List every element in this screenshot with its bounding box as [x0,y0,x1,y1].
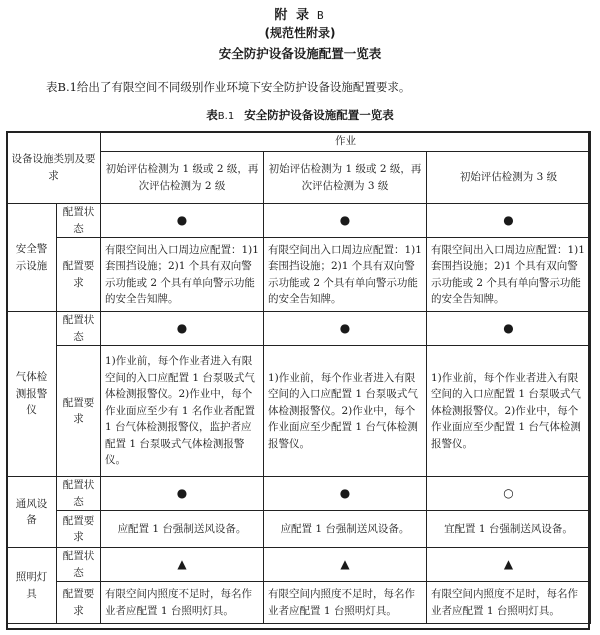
requirement-label: 配置要求 [57,346,101,477]
status-filled-circle-icon: ● [264,477,427,511]
annex-heading [0,4,600,23]
table-row [7,511,591,548]
status-label: 配置状态 [57,548,101,582]
requirement-label: 配置要求 [57,582,101,624]
annex-letter: B [316,9,326,22]
requirement-label: 配置要求 [57,511,101,548]
requirement-text: 应配置 1 台强制送风设备。 [264,511,427,548]
status-filled-circle-icon: ● [101,312,264,346]
header-level-1: 初始评估检测为 1 级或 2 级，再次评估检测为 2 级 [101,152,264,204]
header-level-3: 初始评估检测为 3 级 [427,152,591,204]
status-label: 配置状态 [57,477,101,511]
status-filled-circle-icon: ● [264,204,427,238]
requirement-text: 1)作业前，每个作业者进入有限空间的入口应配置 1 台泵吸式气体检测报警仪。2)作业中，每个作业面应至少配置 1 台气体检测报警仪。 [427,346,591,477]
table-row [7,548,591,582]
table-caption-title: 安全防护设备设施配置一览表 [244,108,394,122]
status-filled-circle-icon: ● [427,312,591,346]
table-row [7,346,591,477]
table-row [7,477,591,511]
table-row [7,238,591,312]
status-label: 配置状态 [57,204,101,238]
table-row [7,204,591,238]
table-row [7,312,591,346]
table-caption-prefix: 表 [206,108,218,122]
status-filled-circle-icon: ● [101,204,264,238]
table-row [7,582,591,624]
table-caption [0,107,600,123]
annex-title: 安全防护设备设施配置一览表 [218,46,382,61]
requirement-label: 配置要求 [57,238,101,312]
requirement-text: 有限空间内照度不足时，每名作业者应配置 1 台照明灯具。 [264,582,427,624]
requirement-text: 1)作业前，每个作业者进入有限空间的入口应配置 1 台泵吸式气体检测报警仪。2)作业中，每个作业面应至少有 1 名作业者配置 1 台气体检测报警仪，监护者应配置 1 台泵吸式气体检测报警仪。 [101,346,264,477]
requirement-text: 1)作业前，每个作业者进入有限空间的入口应配置 1 台泵吸式气体检测报警仪。2)作业中，每个作业面应至少配置 1 台气体检测报警仪。 [264,346,427,477]
normative-label: (规范性附录) [264,26,336,40]
category-name: 通风设备 [7,477,57,548]
status-filled-circle-icon: ● [101,477,264,511]
header-level-2: 初始评估检测为 1 级或 2 级，再次评估检测为 3 级 [264,152,427,204]
requirement-text: 应配置 1 台强制送风设备。 [101,511,264,548]
requirement-text: 有限空间内照度不足时，每名作业者应配置 1 台照明灯具。 [101,582,264,624]
category-name: 照明灯具 [7,548,57,624]
requirement-text: 有限空间出入口周边应配置：1)1 套围挡设施；2)1 个具有双向警示功能或 2 个具有单向警示功能的安全告知牌。 [101,238,264,312]
status-triangle-icon: ▲ [427,548,591,582]
intro-paragraph: 表B.1给出了有限空间不同级别作业环境下安全防护设备设施配置要求。 [46,80,411,94]
category-name: 安全警示设施 [7,204,57,312]
category-name: 气体检测报警仪 [7,312,57,477]
requirement-text: 有限空间出入口周边应配置：1)1 套围挡设施；2)1 个具有双向警示功能或 2 个具有单向警示功能的安全告知牌。 [264,238,427,312]
header-work: 作业 [101,132,591,152]
status-filled-circle-icon: ● [427,204,591,238]
status-label: 配置状态 [57,312,101,346]
status-filled-circle-icon: ● [264,312,427,346]
status-open-circle-icon: ○ [427,477,591,511]
table-caption-number: B.1 [217,111,235,122]
equipment-config-table [6,131,591,624]
requirement-text: 有限空间出入口周边应配置：1)1 套围挡设施；2)1 个具有双向警示功能或 2 个具有单向警示功能的安全告知牌。 [427,238,591,312]
requirement-text: 宜配置 1 台强制送风设备。 [427,511,591,548]
status-triangle-icon: ▲ [101,548,264,582]
requirement-text: 有限空间内照度不足时，每名作业者应配置 1 台照明灯具。 [427,582,591,624]
table-header-row [7,132,591,152]
annex-label: 附 录 [274,8,311,23]
header-category-requirement: 设备设施类别及要求 [7,132,101,204]
status-triangle-icon: ▲ [264,548,427,582]
